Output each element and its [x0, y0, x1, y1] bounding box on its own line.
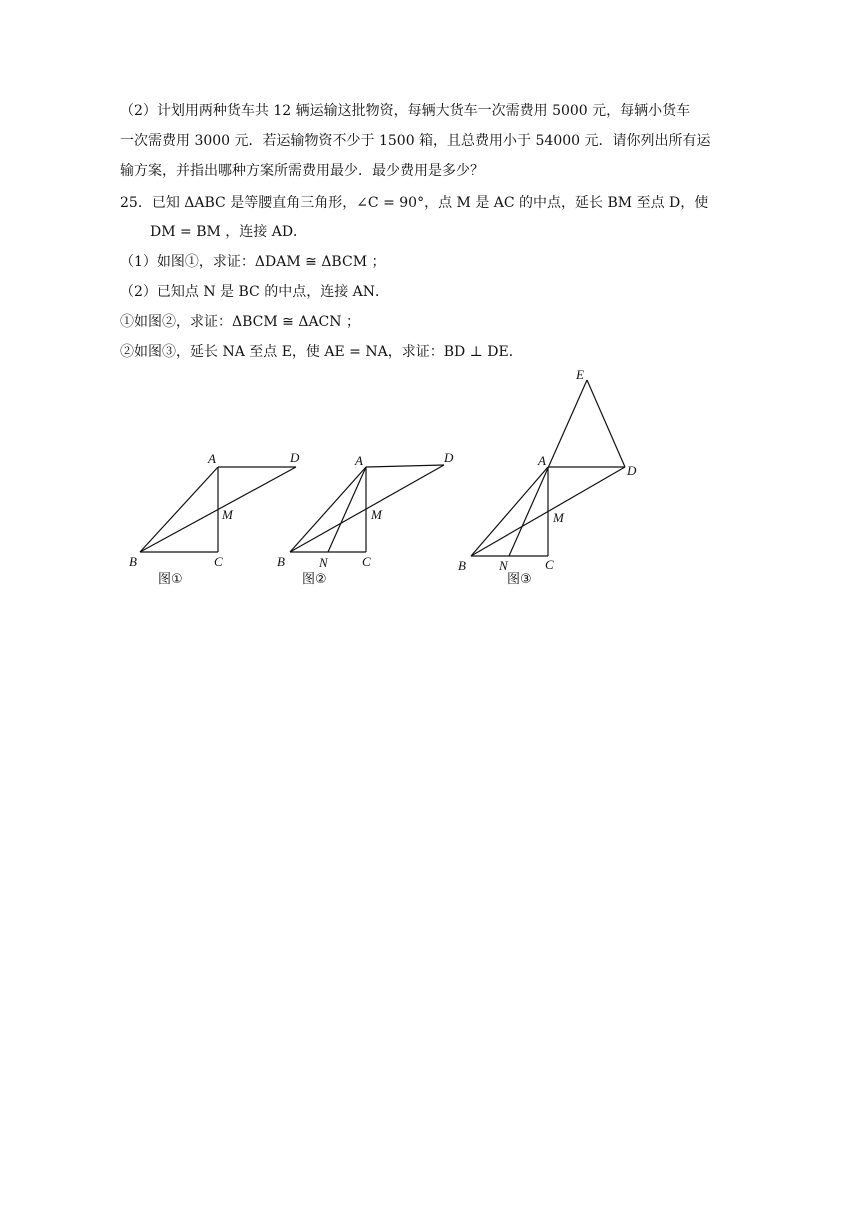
problem-24-line-1: （2）计划用两种货车共 12 辆运输这批物资，每辆大货车一次需费用 5000 元，每辆小货车 — [120, 103, 691, 119]
problem-24-line-3: 输方案，并指出哪种方案所需费用最少．最少费用是多少？ — [120, 163, 484, 179]
fig1-label-M: M — [222, 507, 233, 522]
fig1-segment-BA — [140, 467, 218, 552]
fig3-segment-BA — [471, 467, 548, 556]
fig3-caption: 图③ — [507, 572, 532, 587]
fig2-label-N: N — [319, 555, 328, 570]
figures-svg — [120, 362, 660, 602]
problem-25-sub-1: ①如图②，求证：ΔBCM ≅ ΔACN ； — [120, 314, 360, 330]
problem-25-part-1: （1）如图①，求证：ΔDAM ≅ ΔBCM ； — [120, 254, 386, 270]
fig2-segment-AD — [366, 465, 444, 467]
fig1-caption: 图① — [158, 572, 183, 587]
fig1-label-A: A — [208, 451, 216, 466]
fig3-label-E: E — [576, 367, 584, 382]
fig2-segment-BD — [290, 465, 444, 552]
fig1-label-D: D — [290, 450, 300, 465]
figure-3 — [471, 380, 625, 556]
problem-25-statement-line-2: DM = BM ，连接 AD． — [150, 224, 308, 240]
fig2-caption: 图② — [302, 572, 327, 587]
fig3-label-A: A — [538, 453, 546, 468]
fig2-label-M: M — [371, 507, 382, 522]
fig1-label-B: B — [129, 554, 137, 569]
fig2-segment-AN — [328, 467, 366, 552]
figure-1 — [140, 467, 296, 552]
problem-25-part-2: （2）已知点 N 是 BC 的中点，连接 AN． — [120, 284, 390, 300]
fig3-label-M: M — [553, 510, 564, 525]
fig2-segment-BA — [290, 467, 366, 552]
problem-25-sub-2: ②如图③，延长 NA 至点 E，使 AE = NA，求证：BD ⊥ DE． — [120, 344, 523, 360]
problem-24-line-2: 一次需费用 3000 元．若运输物资不少于 1500 箱，且总费用小于 54000 元．请你列出所有运 — [120, 133, 711, 149]
fig3-label-D: D — [627, 463, 637, 478]
fig3-label-B: B — [458, 558, 466, 573]
problem-25-statement-line-1: 25．已知 ΔABC 是等腰直角三角形，∠C = 90°，点 M 是 AC 的中点，延长 BM 至点 D，使 — [120, 195, 709, 211]
fig2-label-B: B — [277, 554, 285, 569]
fig2-label-D: D — [444, 450, 454, 465]
geometry-figures — [120, 362, 660, 602]
fig2-label-C: C — [362, 554, 371, 569]
fig3-label-N: N — [499, 558, 508, 573]
fig3-segment-ED — [587, 380, 625, 467]
fig2-label-A: A — [355, 453, 363, 468]
fig3-label-C: C — [545, 557, 554, 572]
fig1-label-C: C — [214, 554, 223, 569]
figure-2 — [290, 465, 444, 552]
